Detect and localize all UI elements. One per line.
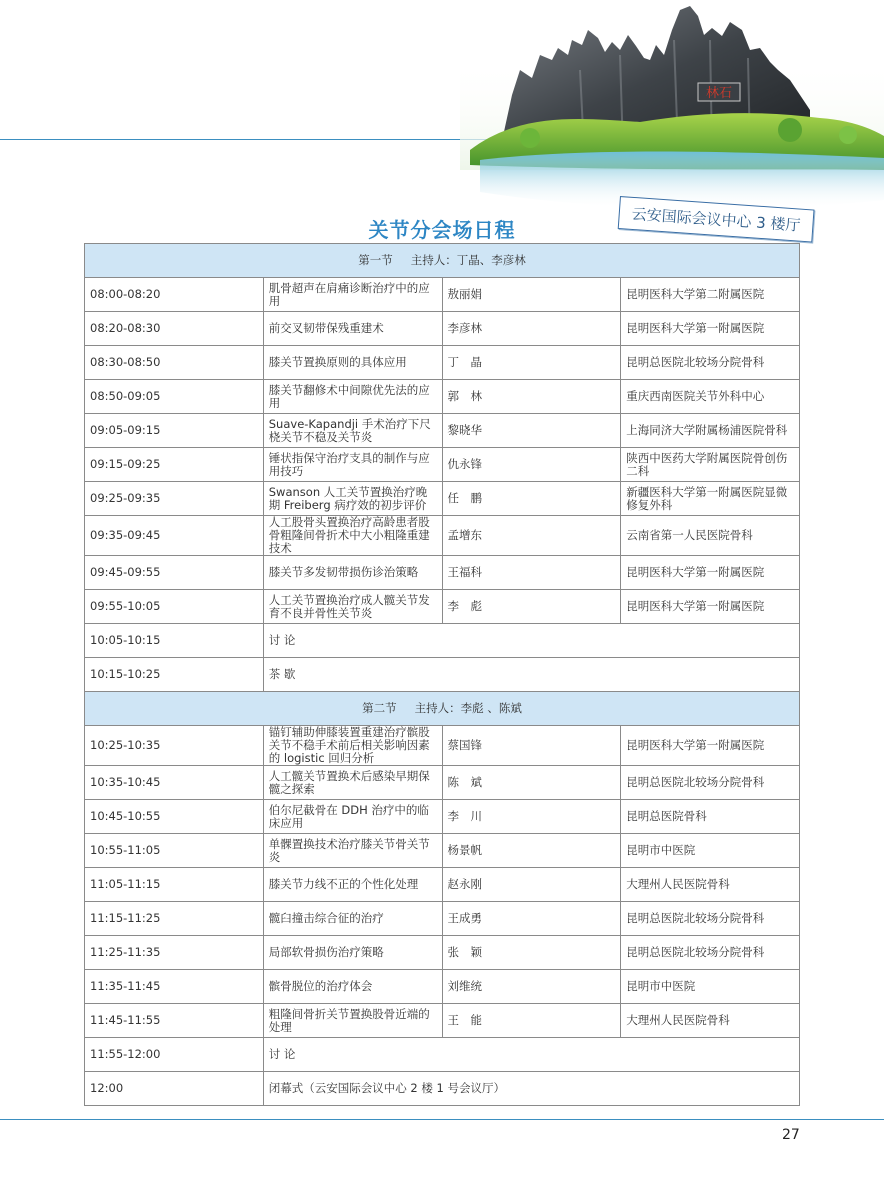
session-row [85,448,800,482]
session-topic: 粗隆间骨折关节置换股骨近端的处理 [263,1004,442,1038]
session-institution: 大理州人民医院骨科 [621,868,800,902]
session-time: 08:30-08:50 [85,346,264,380]
venue-tag: 云安国际会议中心 3 楼厅 [618,196,815,243]
session-topic: 膝关节翻修术中间隙优先法的应用 [263,380,442,414]
session-time: 11:35-11:45 [85,970,264,1004]
break-time: 10:15-10:25 [85,658,264,692]
session-topic: 人工髋关节置换术后感染早期保髋之探索 [263,766,442,800]
session-topic: 伯尔尼截骨在 DDH 治疗中的临床应用 [263,800,442,834]
session-institution: 重庆西南医院关节外科中心 [621,380,800,414]
session-row [85,278,800,312]
page-title: 关节分会场日程 [368,218,516,242]
section-header-cell [85,244,800,278]
session-institution: 昆明市中医院 [621,970,800,1004]
session-row [85,726,800,766]
break-text: 讨 论 [263,1038,799,1072]
session-row [85,902,800,936]
session-topic: 锤状指保守治疗支具的制作与应用技巧 [263,448,442,482]
session-institution: 昆明医科大学第一附属医院 [621,312,800,346]
session-speaker: 蔡国锋 [442,726,621,766]
section-hosts: 主持人：李彪 、陈斌 [414,701,522,715]
session-topic: Swanson 人工关节置换治疗晚期 Freiberg 病疗效的初步评价 [263,482,442,516]
session-row [85,590,800,624]
section-header-row [85,692,800,726]
session-speaker: 郭 林 [442,380,621,414]
section-hosts: 主持人：丁晶、李彦林 [410,253,526,267]
session-speaker: 任 鹏 [442,482,621,516]
session-speaker: 赵永刚 [442,868,621,902]
session-topic: Suave-Kapandji 手术治疗下尺桡关节不稳及关节炎 [263,414,442,448]
session-institution: 昆明医科大学第一附属医院 [621,590,800,624]
session-time: 09:15-09:25 [85,448,264,482]
session-time: 08:20-08:30 [85,312,264,346]
session-time: 11:05-11:15 [85,868,264,902]
session-speaker: 李彦林 [442,312,621,346]
session-speaker: 刘维统 [442,970,621,1004]
session-row [85,970,800,1004]
session-topic: 髌骨脱位的治疗体会 [263,970,442,1004]
session-topic: 人工股骨头置换治疗高龄患者股骨粗隆间骨折术中大小粗隆重建技术 [263,516,442,556]
session-time: 09:45-09:55 [85,556,264,590]
session-institution: 上海同济大学附属杨浦医院骨科 [621,414,800,448]
session-institution: 昆明医科大学第一附属医院 [621,556,800,590]
session-speaker: 王成勇 [442,902,621,936]
session-row [85,766,800,800]
session-row [85,868,800,902]
session-row [85,380,800,414]
break-time: 12:00 [85,1072,264,1106]
session-time: 11:45-11:55 [85,1004,264,1038]
session-time: 10:25-10:35 [85,726,264,766]
page-number: 27 [782,1127,800,1143]
session-institution: 昆明总医院北较场分院骨科 [621,766,800,800]
session-row [85,312,800,346]
session-speaker: 仇永锋 [442,448,621,482]
break-row [85,1072,800,1106]
session-institution: 大理州人民医院骨科 [621,1004,800,1038]
session-time: 08:00-08:20 [85,278,264,312]
session-speaker: 陈 斌 [442,766,621,800]
session-time: 09:05-09:15 [85,414,264,448]
session-time: 09:35-09:45 [85,516,264,556]
session-topic: 膝关节力线不正的个性化处理 [263,868,442,902]
session-row [85,800,800,834]
session-speaker: 黎晓华 [442,414,621,448]
session-institution: 昆明总医院骨科 [621,800,800,834]
session-row [85,834,800,868]
session-speaker: 王福科 [442,556,621,590]
session-institution: 陕西中医药大学附属医院骨创伤二科 [621,448,800,482]
session-speaker: 李 川 [442,800,621,834]
session-institution: 新疆医科大学第一附属医院显微修复外科 [621,482,800,516]
session-topic: 人工关节置换治疗成人髋关节发育不良并骨性关节炎 [263,590,442,624]
session-row [85,482,800,516]
break-time: 11:55-12:00 [85,1038,264,1072]
break-row [85,658,800,692]
session-speaker: 杨景帆 [442,834,621,868]
stone-forest-banner-image [460,0,884,215]
break-text: 讨 论 [263,624,799,658]
session-topic: 肌骨超声在肩痛诊断治疗中的应用 [263,278,442,312]
break-text: 茶 歇 [263,658,799,692]
session-speaker: 敖丽娟 [442,278,621,312]
section-label: 第一节 [358,253,393,267]
session-time: 11:25-11:35 [85,936,264,970]
session-time: 10:35-10:45 [85,766,264,800]
break-time: 10:05-10:15 [85,624,264,658]
banner-sign-text: 林石 [705,86,733,101]
session-row [85,936,800,970]
session-speaker: 孟增东 [442,516,621,556]
schedule-table [84,243,800,1106]
footer-rule [0,1119,884,1120]
section-header-cell [85,692,800,726]
break-row [85,1038,800,1072]
break-text: 闭幕式（云安国际会议中心 2 楼 1 号会议厅） [263,1072,799,1106]
session-time: 10:55-11:05 [85,834,264,868]
session-topic: 前交叉韧带保残重建术 [263,312,442,346]
session-topic: 髋臼撞击综合征的治疗 [263,902,442,936]
session-row [85,414,800,448]
session-speaker: 王 能 [442,1004,621,1038]
session-speaker: 张 颖 [442,936,621,970]
session-institution: 昆明市中医院 [621,834,800,868]
session-institution: 云南省第一人民医院骨科 [621,516,800,556]
session-row [85,346,800,380]
session-institution: 昆明总医院北较场分院骨科 [621,346,800,380]
session-row [85,556,800,590]
session-time: 09:25-09:35 [85,482,264,516]
session-speaker: 李 彪 [442,590,621,624]
session-row [85,516,800,556]
session-institution: 昆明医科大学第一附属医院 [621,726,800,766]
schedule-body [85,244,800,1106]
session-institution: 昆明总医院北较场分院骨科 [621,936,800,970]
session-institution: 昆明总医院北较场分院骨科 [621,902,800,936]
session-topic: 局部软骨损伤治疗策略 [263,936,442,970]
session-topic: 锚钉辅助伸膝装置重建治疗髌股关节不稳手术前后相关影响因素的 logistic 回归分析 [263,726,442,766]
section-header-row [85,244,800,278]
session-row [85,1004,800,1038]
session-institution: 昆明医科大学第二附属医院 [621,278,800,312]
session-time: 09:55-10:05 [85,590,264,624]
session-speaker: 丁 晶 [442,346,621,380]
section-label: 第二节 [362,701,397,715]
break-row [85,624,800,658]
session-topic: 膝关节多发韧带损伤诊治策略 [263,556,442,590]
session-time: 10:45-10:55 [85,800,264,834]
session-time: 08:50-09:05 [85,380,264,414]
session-topic: 膝关节置换原则的具体应用 [263,346,442,380]
session-topic: 单髁置换技术治疗膝关节骨关节炎 [263,834,442,868]
session-time: 11:15-11:25 [85,902,264,936]
